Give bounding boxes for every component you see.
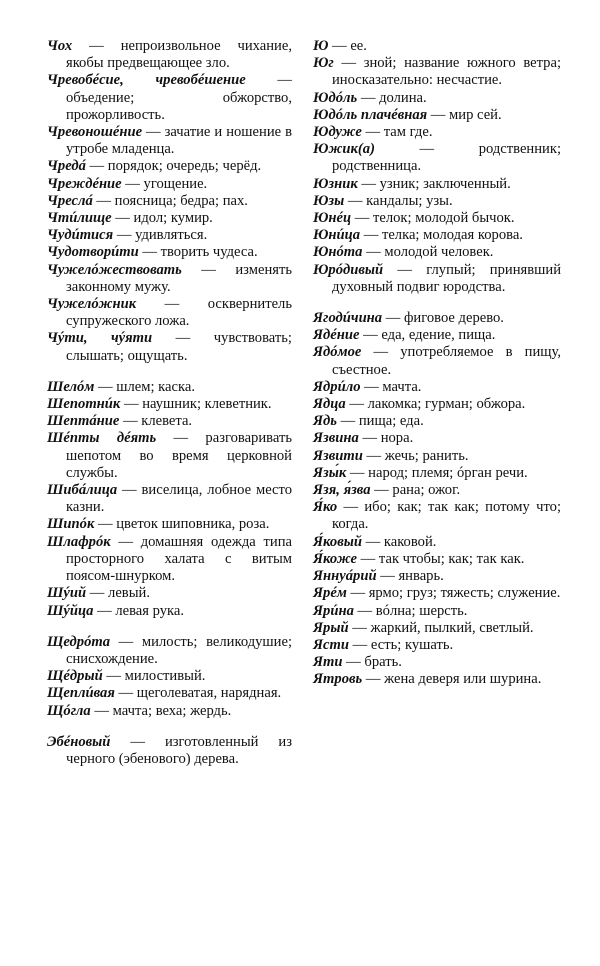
entry-headword: Чужелóжник bbox=[47, 296, 137, 313]
entry-definition: — родственник; родственница. bbox=[332, 141, 561, 175]
dictionary-entry bbox=[313, 430, 561, 447]
dictionary-entry bbox=[313, 379, 561, 396]
entry-headword: Чужелóжествовать bbox=[47, 261, 182, 278]
dictionary-entry bbox=[313, 551, 561, 568]
entry-headword: Юзник bbox=[313, 175, 358, 192]
entry-headword: Юдóль bbox=[313, 89, 358, 106]
dictionary-entry bbox=[313, 671, 561, 688]
entry-definition: — ее. bbox=[328, 38, 367, 54]
entry-headword: Язя, я́зва bbox=[313, 482, 371, 499]
entry-definition: — телка; молодая корова. bbox=[360, 227, 523, 244]
entry-headword: Юг bbox=[313, 55, 334, 72]
entry-definition: — нора. bbox=[358, 430, 414, 447]
dictionary-entry bbox=[47, 262, 292, 296]
entry-headword: Шипóк bbox=[47, 516, 95, 533]
entry-definition: — изготовленный из черного (эбенового) дерева. bbox=[66, 733, 292, 767]
entry-definition: — зачатие и ношение в утробе младенца. bbox=[66, 124, 292, 158]
entry-headword: Ядь bbox=[313, 413, 337, 430]
dictionary-entry bbox=[47, 430, 292, 482]
dictionary-entry bbox=[313, 38, 561, 55]
entry-headword: Юнéц bbox=[313, 210, 352, 227]
dictionary-entry bbox=[47, 516, 292, 533]
entry-headword: Я́коже bbox=[313, 550, 358, 567]
entry-definition: — употребляемое в пищу, съестное. bbox=[332, 344, 561, 378]
dictionary-entry bbox=[47, 634, 292, 668]
entry-headword: Щóгла bbox=[47, 702, 91, 719]
dictionary-entry bbox=[313, 499, 561, 533]
dictionary-entry bbox=[313, 124, 561, 141]
dictionary-entry bbox=[47, 158, 292, 175]
entry-headword: Ядца bbox=[313, 396, 346, 413]
entry-definition: — долина. bbox=[357, 89, 427, 106]
entry-headword: Ятровь bbox=[313, 671, 363, 688]
dictionary-entry bbox=[313, 585, 561, 602]
dictionary-entry bbox=[47, 685, 292, 702]
dictionary-entry bbox=[313, 107, 561, 124]
dictionary-entry bbox=[47, 413, 292, 430]
dictionary-entry bbox=[313, 568, 561, 585]
dictionary-entry bbox=[313, 244, 561, 261]
entry-definition: — объедение; обжорство, прожорливость. bbox=[66, 72, 292, 123]
entry-definition: — левый. bbox=[86, 585, 150, 602]
entry-definition: — порядок; очередь; черёд. bbox=[85, 158, 262, 175]
dictionary-entry bbox=[47, 603, 292, 620]
entry-headword: Юдóль плачéвная bbox=[313, 106, 428, 123]
entry-definition: — поясница; бедра; пах. bbox=[92, 192, 248, 209]
entry-definition: — рана; ожог. bbox=[370, 482, 461, 499]
dictionary-entry bbox=[47, 72, 292, 124]
dictionary-entry bbox=[47, 396, 292, 413]
entry-definition: — виселица, лобное место казни. bbox=[66, 482, 292, 516]
dictionary-entry bbox=[313, 482, 561, 499]
entry-headword: Шибáлица bbox=[47, 482, 118, 499]
dictionary-entry bbox=[47, 210, 292, 227]
entry-definition: — так чтобы; как; так как. bbox=[357, 550, 525, 567]
dictionary-entry bbox=[313, 262, 561, 296]
entry-definition: — еда, едение, пища. bbox=[359, 327, 496, 344]
entry-definition: — щеголеватая, нарядная. bbox=[114, 685, 282, 702]
left-column bbox=[47, 38, 292, 768]
entry-definition: — ярмо; груз; тяжесть; служение. bbox=[346, 585, 561, 602]
dictionary-entry bbox=[47, 734, 292, 768]
entry-definition: — мачта; веха; жердь. bbox=[90, 702, 232, 719]
entry-headword: Юнúца bbox=[313, 227, 361, 244]
dictionary-entry bbox=[47, 534, 292, 586]
dictionary-entry bbox=[313, 413, 561, 430]
entry-definition: — наушник; клеветник. bbox=[120, 396, 272, 413]
entry-definition: — брать. bbox=[342, 654, 402, 671]
dictionary-entry bbox=[313, 90, 561, 107]
entry-definition: — творить чудеса. bbox=[138, 244, 258, 261]
dictionary-entry bbox=[47, 244, 292, 261]
entry-headword: Чредá bbox=[47, 158, 86, 175]
entry-headword: Шептáние bbox=[47, 413, 120, 430]
entry-definition: — народ; племя; óрган речи. bbox=[346, 464, 528, 481]
entry-headword: Шéпты дéять bbox=[47, 430, 157, 447]
entry-headword: Шýйца bbox=[47, 602, 94, 619]
entry-definition: — лакомка; гурман; обжора. bbox=[345, 396, 526, 413]
dictionary-entry bbox=[47, 124, 292, 158]
entry-headword: Чýти, чýяти bbox=[47, 330, 153, 347]
entry-headword: Щедрóта bbox=[47, 633, 111, 650]
entry-headword: Юдуже bbox=[313, 124, 362, 141]
dictionary-entry bbox=[313, 534, 561, 551]
entry-headword: Эбéновый bbox=[47, 733, 111, 750]
dictionary-entry bbox=[47, 296, 292, 330]
entry-definition: — домашняя одежда типа просторного халата с витым поясом-шнурком. bbox=[66, 533, 292, 585]
entry-headword: Ярúна bbox=[313, 602, 354, 619]
entry-definition: — мачта. bbox=[360, 378, 422, 395]
entry-definition: — зной; название южного ветра; иносказательно: несчастие. bbox=[332, 55, 561, 89]
dictionary-entry bbox=[47, 330, 292, 364]
entry-definition: — кандалы; узы. bbox=[344, 192, 453, 209]
entry-headword: Ясти bbox=[313, 636, 349, 653]
entry-definition: — непроизвольное чихание, якобы предвещающее зло. bbox=[66, 38, 292, 72]
dictionary-entry bbox=[313, 55, 561, 89]
entry-definition: — осквернитель супружеского ложа. bbox=[66, 296, 292, 330]
entry-headword: Щéдрый bbox=[47, 668, 103, 685]
dictionary-entry bbox=[47, 482, 292, 516]
entry-headword: Ягодúчина bbox=[313, 310, 383, 327]
dictionary-entry bbox=[47, 193, 292, 210]
dictionary-entry bbox=[47, 585, 292, 602]
dictionary-entry bbox=[313, 227, 561, 244]
entry-headword: Чох bbox=[47, 38, 73, 54]
entry-definition: — шлем; каска. bbox=[94, 378, 195, 395]
entry-definition: — ибо; как; так как; потому что; когда. bbox=[332, 499, 561, 533]
dictionary-entry bbox=[313, 603, 561, 620]
entry-definition: — каковой. bbox=[361, 533, 437, 550]
entry-definition: — вóлна; шерсть. bbox=[353, 602, 468, 619]
dictionary-entry bbox=[313, 176, 561, 193]
entry-definition: — мир сей. bbox=[427, 106, 502, 123]
entry-headword: Чудúтися bbox=[47, 227, 114, 244]
dictionary-entry bbox=[47, 668, 292, 685]
entry-definition: — идол; кумир. bbox=[111, 210, 213, 227]
entry-definition: — цветок шиповника, роза. bbox=[94, 516, 270, 533]
entry-headword: Чревоношéние bbox=[47, 124, 143, 141]
entry-definition: — телок; молодой бычок. bbox=[351, 210, 515, 227]
entry-definition: — там где. bbox=[361, 124, 433, 141]
entry-headword: Чреждéние bbox=[47, 175, 122, 192]
entry-headword: Чудотворúти bbox=[47, 244, 139, 261]
dictionary-entry bbox=[47, 379, 292, 396]
dictionary-entry bbox=[313, 344, 561, 378]
dictionary-entry bbox=[313, 654, 561, 671]
entry-headword: Яти bbox=[313, 654, 343, 671]
entry-headword: Яннуáрий bbox=[313, 568, 377, 585]
dictionary-entry bbox=[313, 193, 561, 210]
entry-headword: Щеплúвая bbox=[47, 685, 115, 702]
entry-headword: Южик(а) bbox=[313, 141, 375, 158]
dictionary-entry bbox=[313, 637, 561, 654]
entry-definition: — фиговое дерево. bbox=[382, 310, 504, 327]
entry-headword: Шелóм bbox=[47, 378, 95, 395]
entry-headword: Язвити bbox=[313, 447, 363, 464]
entry-definition: — угощение. bbox=[121, 175, 208, 192]
entry-headword: Ю bbox=[313, 38, 329, 54]
entry-definition: — жаркий, пылкий, светлый. bbox=[348, 619, 534, 636]
entry-headword: Ярéм bbox=[313, 585, 347, 602]
entry-definition: — жечь; ранить. bbox=[362, 447, 469, 464]
entry-headword: Ядéние bbox=[313, 327, 360, 344]
dictionary-entry bbox=[313, 327, 561, 344]
entry-definition: — милостивый. bbox=[102, 668, 206, 685]
entry-headword: Чреслá bbox=[47, 192, 93, 209]
entry-headword: Шепотнúк bbox=[47, 396, 121, 413]
entry-headword: Юрóдивый bbox=[313, 261, 384, 278]
dictionary-entry bbox=[47, 176, 292, 193]
entry-definition: — жена деверя или шурина. bbox=[362, 671, 542, 688]
entry-headword: Шлафрóк bbox=[47, 533, 111, 550]
entry-headword: Язвина bbox=[313, 430, 359, 447]
entry-headword: Чревобéсие, чревобéшение bbox=[47, 72, 246, 89]
entry-headword: Ядрúло bbox=[313, 378, 361, 395]
dictionary-entry bbox=[313, 465, 561, 482]
dictionary-entry bbox=[313, 141, 561, 175]
entry-definition: — пища; еда. bbox=[336, 413, 424, 430]
dictionary-entry bbox=[313, 396, 561, 413]
dictionary-entry bbox=[313, 310, 561, 327]
entry-definition: — чувствовать; слышать; ощущать. bbox=[66, 330, 292, 364]
entry-headword: Ядóмое bbox=[313, 344, 362, 361]
dictionary-entry bbox=[47, 227, 292, 244]
entry-headword: Шýий bbox=[47, 585, 87, 602]
dictionary-entry bbox=[47, 38, 292, 72]
entry-definition: — удивляться. bbox=[113, 227, 208, 244]
entry-definition: — глупый; принявший духовный подвиг юродства. bbox=[332, 261, 561, 295]
entry-definition: — узник; заключенный. bbox=[357, 175, 511, 192]
dictionary-entry bbox=[313, 210, 561, 227]
entry-definition: — есть; кушать. bbox=[349, 636, 454, 653]
entry-headword: Юнóта bbox=[313, 244, 363, 261]
entry-definition: — милость; великодушие; снисхождение. bbox=[66, 633, 292, 667]
entry-headword: Язы́к bbox=[313, 464, 347, 481]
dictionary-entry bbox=[313, 448, 561, 465]
entry-headword: Ярый bbox=[313, 619, 349, 636]
entry-headword: Чтúлище bbox=[47, 210, 112, 227]
entry-headword: Я́ковый bbox=[313, 533, 362, 550]
right-column bbox=[313, 38, 561, 689]
dictionary-entry bbox=[313, 620, 561, 637]
entry-definition: — клевета. bbox=[119, 413, 193, 430]
dictionary-entry bbox=[47, 703, 292, 720]
entry-definition: — январь. bbox=[376, 568, 444, 585]
entry-definition: — молодой человек. bbox=[362, 244, 494, 261]
entry-definition: — разговаривать шепотом во время церковной службы. bbox=[66, 430, 292, 481]
entry-definition: — изменять законному мужу. bbox=[66, 261, 292, 295]
entry-headword: Я́ко bbox=[313, 499, 338, 516]
entry-definition: — левая рука. bbox=[93, 602, 185, 619]
entry-headword: Юзы bbox=[313, 192, 345, 209]
